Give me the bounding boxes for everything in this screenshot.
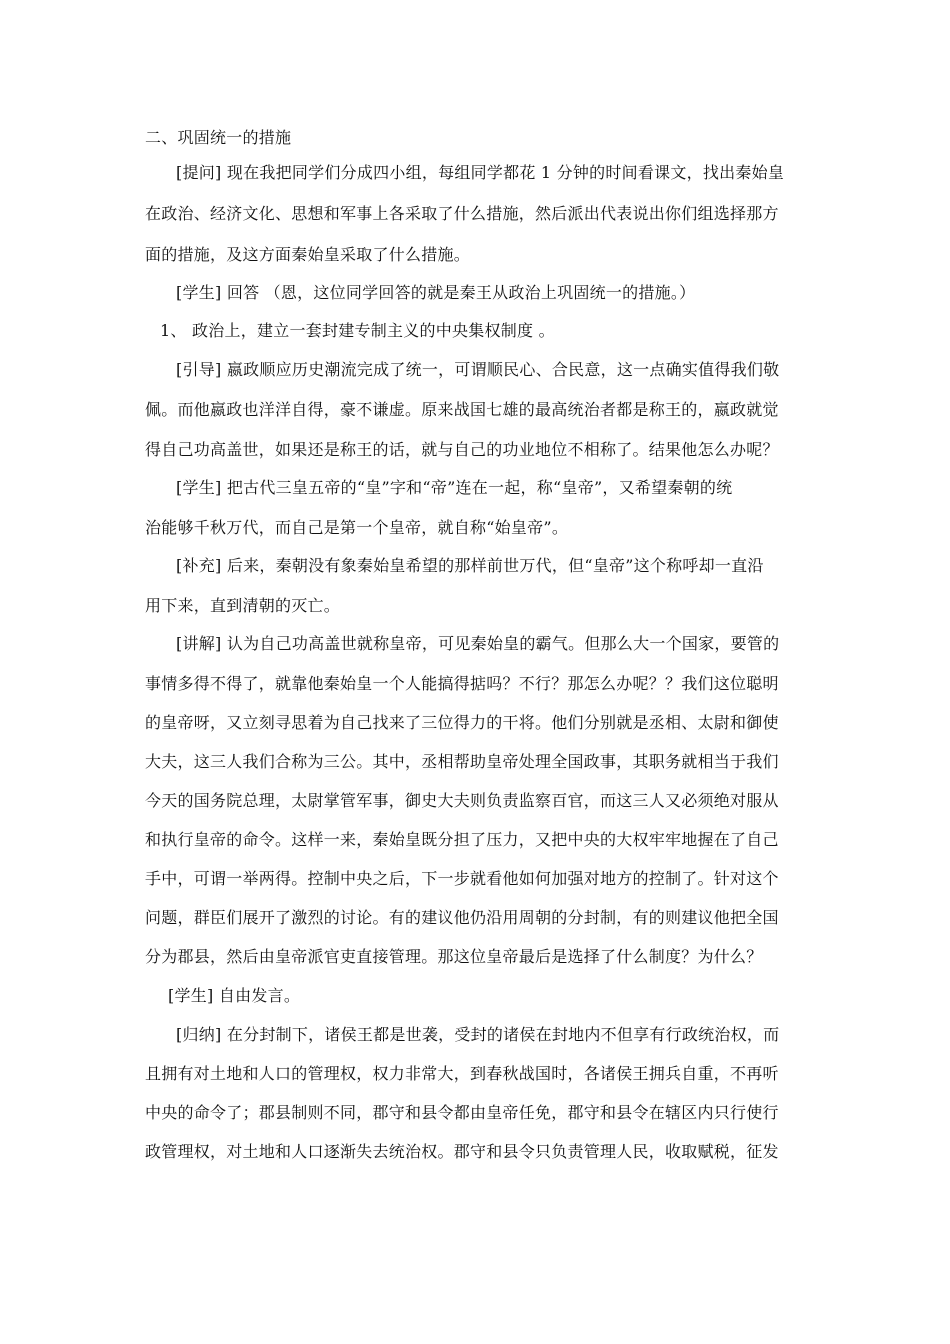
- paragraph-line: [提问] 现在我把同学们分成四小组，每组同学都花 1 分钟的时间看课文，找出秦始皇: [176, 163, 785, 182]
- paragraph-line: 面的措施，及这方面秦始皇采取了什么措施。: [145, 245, 471, 264]
- paragraph-line: [学生] 回答 （恩，这位同学回答的就是秦王从政治上巩固统一的措施。）: [176, 283, 696, 302]
- paragraph-line: 今天的国务院总理，太尉掌管军事，御史大夫则负责监察百官，而这三人又必须绝对服从: [145, 791, 779, 810]
- paragraph-line: 得自己功高盖世，如果还是称王的话，就与自己的功业地位不相称了。结果他怎么办呢？: [145, 440, 779, 459]
- paragraph-line: 佩。而他嬴政也洋洋自得，豪不谦虚。原来战国七雄的最高统治者都是称王的，嬴政就觉: [145, 400, 779, 419]
- paragraph-line: [引导] 嬴政顺应历史潮流完成了统一，可谓顺民心、合民意，这一点确实值得我们敬: [176, 360, 780, 379]
- paragraph-line: [学生] 自由发言。: [168, 986, 301, 1005]
- paragraph-line: 且拥有对土地和人口的管理权，权力非常大，到春秋战国时，各诸侯王拥兵自重，不再听: [145, 1064, 779, 1083]
- numbered-heading: 1、 政治上，建立一套封建专制主义的中央集权制度 。: [160, 321, 555, 340]
- paragraph-line: [讲解] 认为自己功高盖世就称皇帝，可见秦始皇的霸气。但那么大一个国家，要管的: [176, 634, 780, 653]
- paragraph-line: 治能够千秋万代，而自己是第一个皇帝，就自称“始皇帝”。: [145, 518, 569, 537]
- paragraph-line: 手中，可谓一举两得。控制中央之后，下一步就看他如何加强对地方的控制了。针对这个: [145, 869, 779, 888]
- paragraph-line: [学生] 把古代三皇五帝的“皇”字和“帝”连在一起，称“皇帝”，又希望秦朝的统: [176, 478, 733, 497]
- paragraph-line: 事情多得不得了，就靠他秦始皇一个人能搞得掂吗？不行？那怎么办呢？？我们这位聪明: [145, 674, 779, 693]
- paragraph-line: 中央的命令了；郡县制则不同，郡守和县令都由皇帝任免，郡守和县令在辖区内只行使行: [145, 1103, 779, 1122]
- paragraph-line: 在政治、经济文化、思想和军事上各采取了什么措施，然后派出代表说出你们组选择那方: [145, 204, 779, 223]
- paragraph-line: 政管理权，对土地和人口逐渐失去统治权。郡守和县令只负责管理人民，收取赋税，征发: [145, 1142, 779, 1161]
- paragraph-line: [补充] 后来，秦朝没有象秦始皇希望的那样前世万代，但“皇帝”这个称呼却一直沿: [176, 556, 764, 575]
- paragraph-line: 的皇帝呀，又立刻寻思着为自己找来了三位得力的干将。他们分别就是丞相、太尉和御使: [145, 713, 779, 732]
- paragraph-line: 大夫，这三人我们合称为三公。其中，丞相帮助皇帝处理全国政事，其职务就相当于我们: [145, 752, 779, 771]
- paragraph-line: 用下来，直到清朝的灭亡。: [145, 596, 341, 615]
- paragraph-line: 问题，群臣们展开了激烈的讨论。有的建议他仍沿用周朝的分封制，有的则建议他把全国: [145, 908, 779, 927]
- paragraph-line: [归纳] 在分封制下，诸侯王都是世袭，受封的诸侯在封地内不但享有行政统治权，而: [176, 1025, 780, 1044]
- section-heading: 二、巩固统一的措施: [145, 128, 292, 147]
- paragraph-line: 和执行皇帝的命令。这样一来，秦始皇既分担了压力，又把中央的大权牢牢地握在了自己: [145, 830, 779, 849]
- paragraph-line: 分为郡县，然后由皇帝派官吏直接管理。那这位皇帝最后是选择了什么制度？为什么？: [145, 947, 763, 966]
